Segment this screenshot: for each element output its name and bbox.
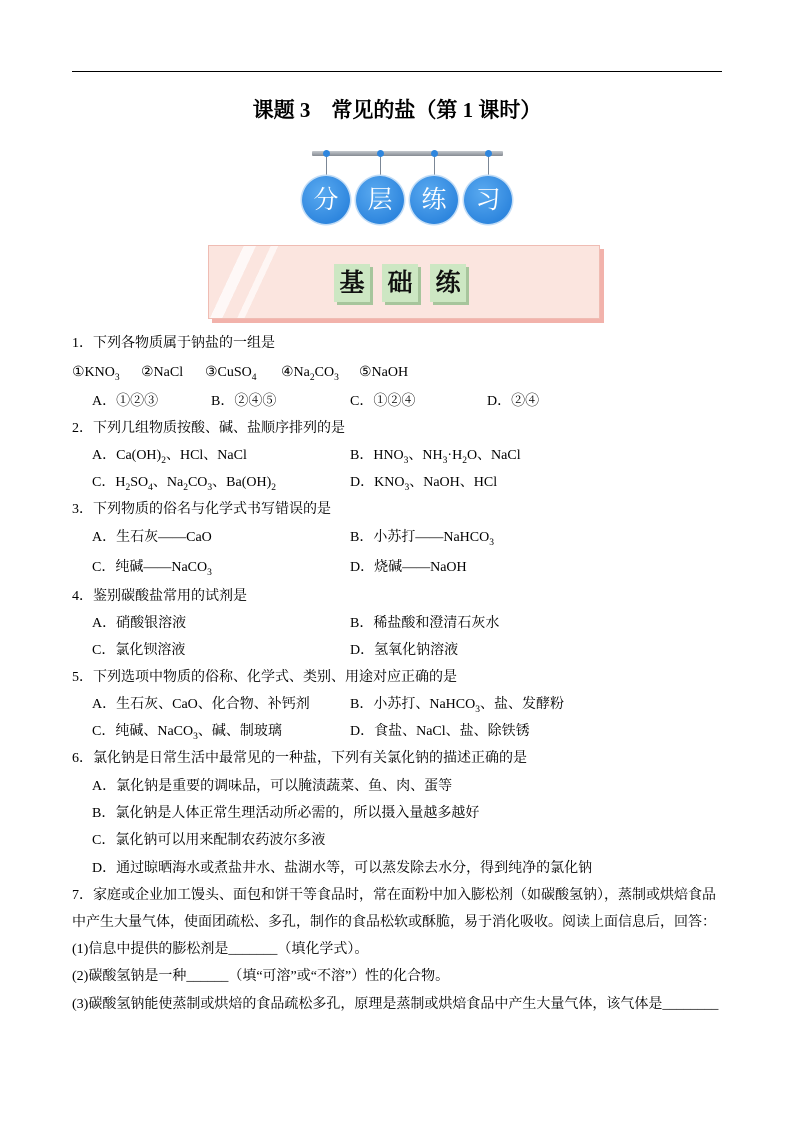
formula-text: 、盐、发酵粉: [479, 697, 564, 712]
q4-option-d: D．氢氧化钠溶液: [350, 643, 459, 658]
formula-text: CO: [314, 365, 335, 380]
formula-subscript: 3: [404, 483, 410, 493]
badge-string: [488, 155, 489, 177]
q2-option-c: [92, 473, 276, 493]
formula-text: 、Ba(OH): [212, 475, 272, 490]
q6-option-a: A．氯化钠是重要的调味品，可以腌渍蔬菜、鱼、肉、蛋等: [92, 779, 453, 794]
q3-option-d: D．烧碱——NaOH: [350, 560, 467, 575]
formula-subscript: 2: [309, 373, 315, 383]
formula-text: SO: [130, 475, 149, 490]
q4-option-b: B．稀盐酸和澄清石灰水: [350, 616, 500, 631]
formula-text: A．Ca(OH): [92, 448, 162, 463]
q5-option-b: [350, 695, 564, 715]
formula-subscript: 4: [148, 483, 153, 493]
formula-subscript: 2: [271, 483, 276, 493]
q6-stem: 6．氯化钠是日常生活中最常见的一种盐，下列有关氯化钠的描述正确的是: [72, 751, 527, 766]
formula-text: 、HCl、NaCl: [165, 448, 247, 463]
section-char-box-3: 练: [430, 264, 466, 302]
formula-text: ③CuSO: [205, 365, 252, 380]
q1-item-2: ②NaCl: [141, 365, 184, 380]
formula-subscript: 2: [183, 483, 188, 493]
q2-option-d: [350, 473, 497, 493]
q4-option-c: C．氯化钡溶液: [92, 643, 186, 658]
q1-option-b: B．②④⑤: [211, 394, 277, 409]
pin-dot-icon: [431, 150, 438, 157]
q7-stem-line-1: 7．家庭或企业加工馒头、面包和饼干等食品时，常在面粉中加入膨松剂（如碳酸氢钠），蒸制或烘焙食品: [72, 888, 716, 903]
formula-text: C．H: [92, 475, 126, 490]
badge-hanging-bar: [312, 151, 503, 156]
q5-option-c: [92, 722, 282, 742]
badge-string: [380, 155, 381, 177]
pin-dot-icon: [377, 150, 384, 157]
q2-option-b: [350, 446, 521, 466]
q2-option-a: [92, 446, 247, 466]
q3-option-c: [92, 558, 212, 578]
formula-text: B．小苏打——NaHCO: [350, 530, 490, 545]
q3-option-a: A．生石灰——CaO: [92, 530, 212, 545]
formula-text: 、Na: [152, 475, 184, 490]
q7-part-3: (3)碳酸氢钠能使蒸制或烘焙的食品疏松多孔，原理是蒸制或烘焙食品中产生大量气体，该气体是________: [72, 997, 719, 1012]
q4-stem: 4．鉴别碳酸盐常用的试剂是: [72, 589, 247, 604]
badge-string: [434, 155, 435, 177]
formula-subscript: 3: [475, 705, 480, 715]
formula-text: ·H: [447, 448, 463, 463]
q7-part-1: (1)信息中提供的膨松剂是_______（填化学式）。: [72, 942, 369, 957]
formula-subscript: 3: [207, 568, 212, 578]
q5-stem: 5．下列选项中物质的俗称、化学式、类别、用途对应正确的是: [72, 670, 457, 685]
formula-text: C．纯碱、NaCO: [92, 724, 194, 739]
q5-option-d: D．食盐、NaCl、盐、除铁锈: [350, 724, 530, 739]
q1-option-d: D．②④: [487, 394, 540, 409]
formula-subscript: 3: [442, 456, 448, 466]
formula-text: B．HNO: [350, 448, 404, 463]
formula-text: 、NaOH、HCl: [409, 475, 498, 490]
formula-text: D．KNO: [350, 475, 405, 490]
formula-subscript: 3: [114, 373, 120, 383]
badge-circle-4: 习: [464, 176, 512, 224]
formula-text: C．纯碱——NaCO: [92, 560, 208, 575]
section-char-box-1: 基: [334, 264, 370, 302]
q1-item-1: [72, 363, 120, 383]
q1-item-3: [205, 363, 257, 383]
formula-text: 、碱、制玻璃: [197, 724, 282, 739]
badge-circle-3: 练: [410, 176, 458, 224]
formula-text: ④Na: [281, 365, 310, 380]
q6-option-b: B．氯化钠是人体正常生理活动所必需的，所以摄入量越多越好: [92, 806, 480, 821]
page-title: 课题 3 常见的盐（第 1 课时）: [252, 98, 542, 122]
formula-text: O、NaCl: [466, 448, 521, 463]
formula-subscript: 2: [125, 483, 131, 493]
badge-string: [326, 155, 327, 177]
q6-option-c: C．氯化钠可以用来配制农药波尔多液: [92, 833, 326, 848]
q3-option-b: [350, 528, 494, 548]
header-rule: [72, 71, 722, 72]
q7-stem-line-2: 中产生大量气体，使面团疏松、多孔，制作的食品松软或酥脆，易于消化吸收。阅读上面信息后，回答：: [72, 915, 716, 930]
formula-text: CO: [187, 475, 208, 490]
q1-stem: 1．下列各物质属于钠盐的一组是: [72, 336, 275, 351]
formula-subscript: 3: [403, 456, 409, 466]
formula-subscript: 3: [334, 373, 339, 383]
banner-stripe-decoration: [209, 246, 299, 318]
formula-text: ①KNO: [72, 365, 115, 380]
formula-subscript: 2: [161, 456, 166, 466]
q1-option-c: C．①②④: [350, 394, 416, 409]
formula-subscript: 2: [462, 456, 467, 466]
badge-circle-1: 分: [302, 176, 350, 224]
q6-option-d: D．通过晾晒海水或煮盐井水、盐湖水等，可以蒸发除去水分，得到纯净的氯化钠: [92, 861, 593, 876]
q4-option-a: A．硝酸银溶液: [92, 616, 187, 631]
q1-item-4: [281, 363, 339, 383]
formula-text: 、NH: [408, 448, 443, 463]
section-char-box-2: 础: [382, 264, 418, 302]
formula-subscript: 3: [193, 732, 198, 742]
q2-stem: 2．下列几组物质按酸、碱、盐顺序排列的是: [72, 421, 345, 436]
pin-dot-icon: [485, 150, 492, 157]
badge-circle-2: 层: [356, 176, 404, 224]
q1-item-5: ⑤NaOH: [359, 365, 409, 380]
formula-subscript: 3: [489, 538, 494, 548]
formula-subscript: 4: [251, 373, 257, 383]
q5-option-a: A．生石灰、CaO、化合物、补钙剂: [92, 697, 310, 712]
q1-option-a: A．①②③: [92, 394, 159, 409]
q7-part-2: (2)碳酸氢钠是一种______（填“可溶”或“不溶”）性的化合物。: [72, 969, 450, 984]
pin-dot-icon: [323, 150, 330, 157]
formula-text: B．小苏打、NaHCO: [350, 697, 476, 712]
formula-subscript: 3: [207, 483, 213, 493]
section-banner: [208, 245, 600, 319]
q3-stem: 3．下列物质的俗名与化学式书写错误的是: [72, 502, 331, 517]
